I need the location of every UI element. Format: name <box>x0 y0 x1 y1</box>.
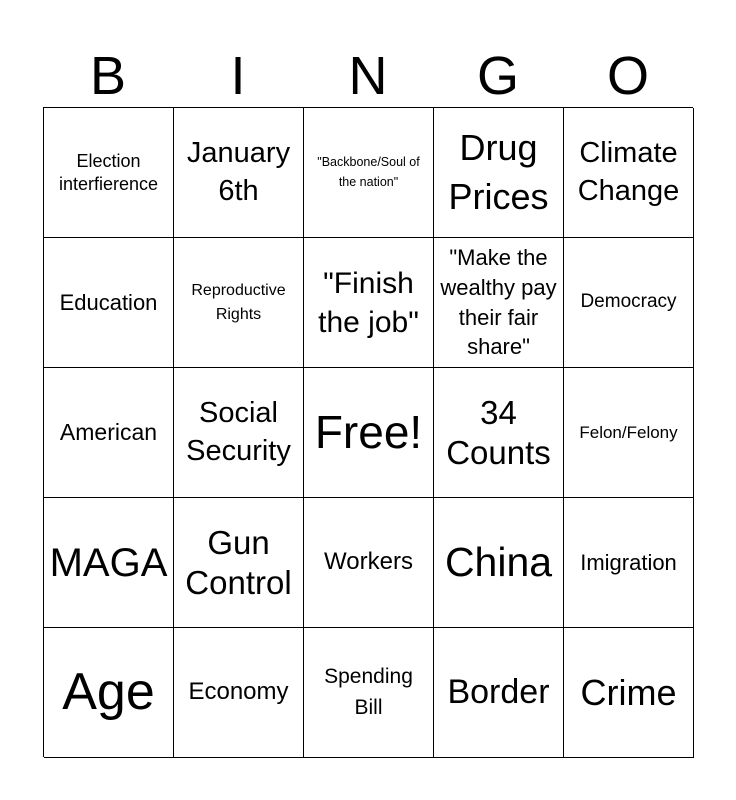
bingo-cell[interactable]: Climate Change <box>564 108 694 238</box>
bingo-cell[interactable]: Imigration <box>564 498 694 628</box>
bingo-cell[interactable]: Age <box>44 628 174 758</box>
bingo-cell[interactable]: Economy <box>174 628 304 758</box>
bingo-cell[interactable]: 34 Counts <box>434 368 564 498</box>
bingo-cell[interactable]: "Finish the job" <box>304 238 434 368</box>
bingo-cell[interactable]: "Backbone/Soul of the nation" <box>304 108 434 238</box>
bingo-cell[interactable]: MAGA <box>44 498 174 628</box>
header-letter-b: B <box>89 46 127 106</box>
bingo-cell[interactable]: China <box>434 498 564 628</box>
bingo-board <box>43 107 693 757</box>
header-letter-n: N <box>348 46 388 106</box>
bingo-cell[interactable]: Crime <box>564 628 694 758</box>
header-letter-i: I <box>230 46 246 106</box>
header-letter-g: G <box>476 46 519 106</box>
bingo-cell[interactable]: Felon/Felony <box>564 368 694 498</box>
bingo-cell[interactable]: American <box>44 368 174 498</box>
bingo-cell[interactable]: Democracy <box>564 238 694 368</box>
bingo-cell[interactable]: Education <box>44 238 174 368</box>
bingo-cell[interactable]: Social Security <box>174 368 304 498</box>
bingo-cell[interactable]: Workers <box>304 498 434 628</box>
bingo-cell[interactable]: Election interfierence <box>44 108 174 238</box>
bingo-cell[interactable]: Spending Bill <box>304 628 434 758</box>
bingo-cell[interactable]: "Make the wealthy pay their fair share" <box>434 238 564 368</box>
bingo-cell[interactable]: Border <box>434 628 564 758</box>
bingo-header <box>43 44 693 108</box>
header-letter-o: O <box>606 46 649 106</box>
free-space[interactable]: Free! <box>304 368 434 498</box>
bingo-cell[interactable]: Drug Prices <box>434 108 564 238</box>
bingo-cell[interactable]: Gun Control <box>174 498 304 628</box>
bingo-cell[interactable]: January 6th <box>174 108 304 238</box>
bingo-cell[interactable]: Reproductive Rights <box>174 238 304 368</box>
